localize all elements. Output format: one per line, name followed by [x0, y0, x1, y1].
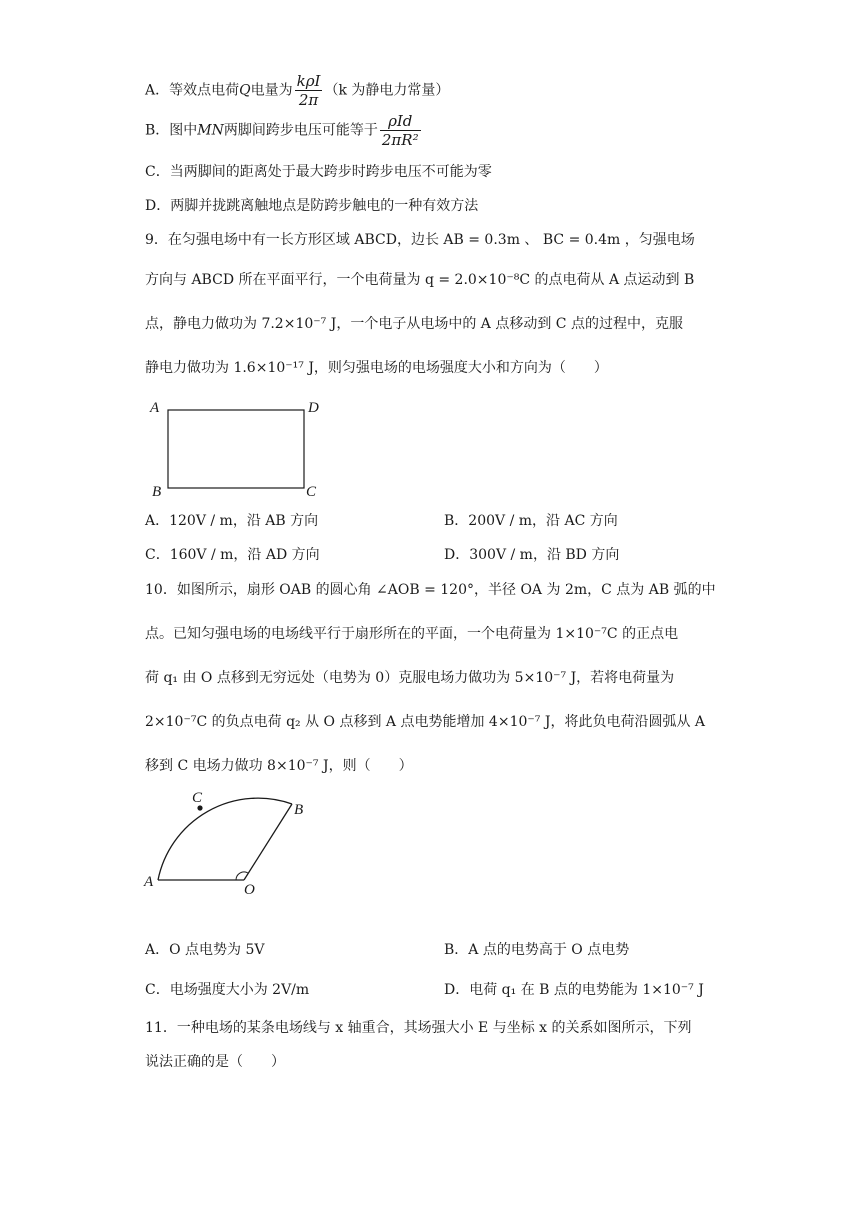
q10-stem-line-3: 荷 q₁ 由 O 点移到无穷远处（电势为 0）克服电场力做功为 5×10⁻⁷ J，若将电荷量为: [145, 670, 675, 686]
q8-option-b-numerator: ρId: [380, 112, 421, 131]
q9-option-c: C．160V / m，沿 AD 方向: [145, 547, 320, 563]
q10-option-d: D．电荷 q₁ 在 B 点的电势能为 1×10⁻⁷ J: [444, 982, 704, 998]
q9-stem-line-2: 方向与 ABCD 所在平面平行，一个电荷量为 q = 2.0×10⁻⁸C 的点电荷从 A 点运动到 B: [145, 272, 695, 288]
q8-option-a: [145, 72, 449, 109]
q8-option-b-prefix: B．图中: [145, 122, 198, 139]
q9-stem-line-1: 9．在匀强电场中有一长方形区域 ABCD，边长 AB = 0.3m 、 BC = 0.4m ，匀强电场: [145, 232, 695, 248]
q8-option-b-fraction: [380, 112, 421, 149]
q10-sector-figure: [140, 788, 320, 898]
q10-sector-arc: [158, 798, 292, 880]
q11-stem-line-2: 说法正确的是（ ）: [145, 1054, 285, 1070]
q10-stem-line-5: 移到 C 电场力做功 8×10⁻⁷ J，则（ ）: [145, 758, 413, 774]
q8-option-d: D．两脚并拢跳离触地点是防跨步触电的一种有效方法: [145, 198, 479, 214]
q8-option-a-symbol-q: Q: [239, 82, 251, 99]
q10-stem-line-2: 点。已知匀强电场的电场线平行于扇形所在的平面，一个电荷量为 1×10⁻⁷C 的正点电: [145, 626, 679, 642]
q9-option-d: D．300V / m，沿 BD 方向: [444, 547, 620, 563]
q10-option-a: A．O 点电势为 5V: [145, 942, 265, 958]
q10-label-a: A: [144, 874, 154, 890]
q9-option-a: A．120V / m，沿 AB 方向: [145, 513, 319, 529]
q8-option-b-mn: MN: [197, 122, 224, 139]
q10-radius-ob: [244, 804, 292, 880]
q8-option-a-prefix: A．等效点电荷: [145, 82, 240, 99]
q8-option-a-numerator: kρI: [296, 72, 321, 90]
q10-label-c: C: [192, 790, 203, 806]
q10-stem-line-1: 10．如图所示，扇形 OAB 的圆心角 ∠AOB = 120°，半径 OA 为 2m，C 点为 AB 弧的中: [145, 582, 716, 598]
q10-option-c: C．电场强度大小为 2V/m: [145, 982, 310, 998]
q10-point-c: [197, 805, 202, 810]
q8-option-b-middle: 两脚间跨步电压可能等于: [223, 122, 378, 139]
q9-option-b: B．200V / m，沿 AC 方向: [444, 513, 618, 529]
q9-rectangle-abcd: [168, 410, 304, 488]
q8-option-a-denominator: 2π: [298, 91, 319, 109]
q9-label-d: D: [308, 400, 319, 416]
q10-stem-line-4: 2×10⁻⁷C 的负点电荷 q₂ 从 O 点移到 A 点电势能增加 4×10⁻⁷ J，将此负电荷沿圆弧从 A: [145, 714, 706, 730]
q8-option-a-fraction: [295, 72, 323, 109]
q9-label-b: B: [152, 484, 162, 500]
q9-label-c: C: [306, 484, 317, 500]
q11-stem-line-1: 11．一种电场的某条电场线与 x 轴重合，其场强大小 E 与坐标 x 的关系如图所示，下列: [145, 1020, 692, 1036]
q10-label-o: O: [244, 882, 255, 898]
q10-label-b: B: [294, 802, 304, 818]
q8-option-a-suffix: （k 为静电力常量）: [324, 82, 450, 99]
q9-label-a: A: [150, 400, 160, 416]
q9-stem-line-3: 点，静电力做功为 7.2×10⁻⁷ J，一个电子从电场中的 A 点移动到 C 点的过程中，克服: [145, 316, 683, 332]
q9-stem-line-4: 静电力做功为 1.6×10⁻¹⁷ J，则匀强电场的电场强度大小和方向为（ ）: [145, 360, 608, 376]
q8-option-a-middle: 电量为: [250, 82, 293, 99]
q8-option-b: [145, 112, 423, 149]
q8-option-b-denominator: 2πR²: [381, 131, 419, 149]
q10-option-b: B．A 点的电势高于 O 点电势: [444, 942, 630, 958]
q9-rectangle-figure: [140, 392, 340, 504]
q8-option-c: C．当两脚间的距离处于最大跨步时跨步电压不可能为零: [145, 164, 492, 180]
